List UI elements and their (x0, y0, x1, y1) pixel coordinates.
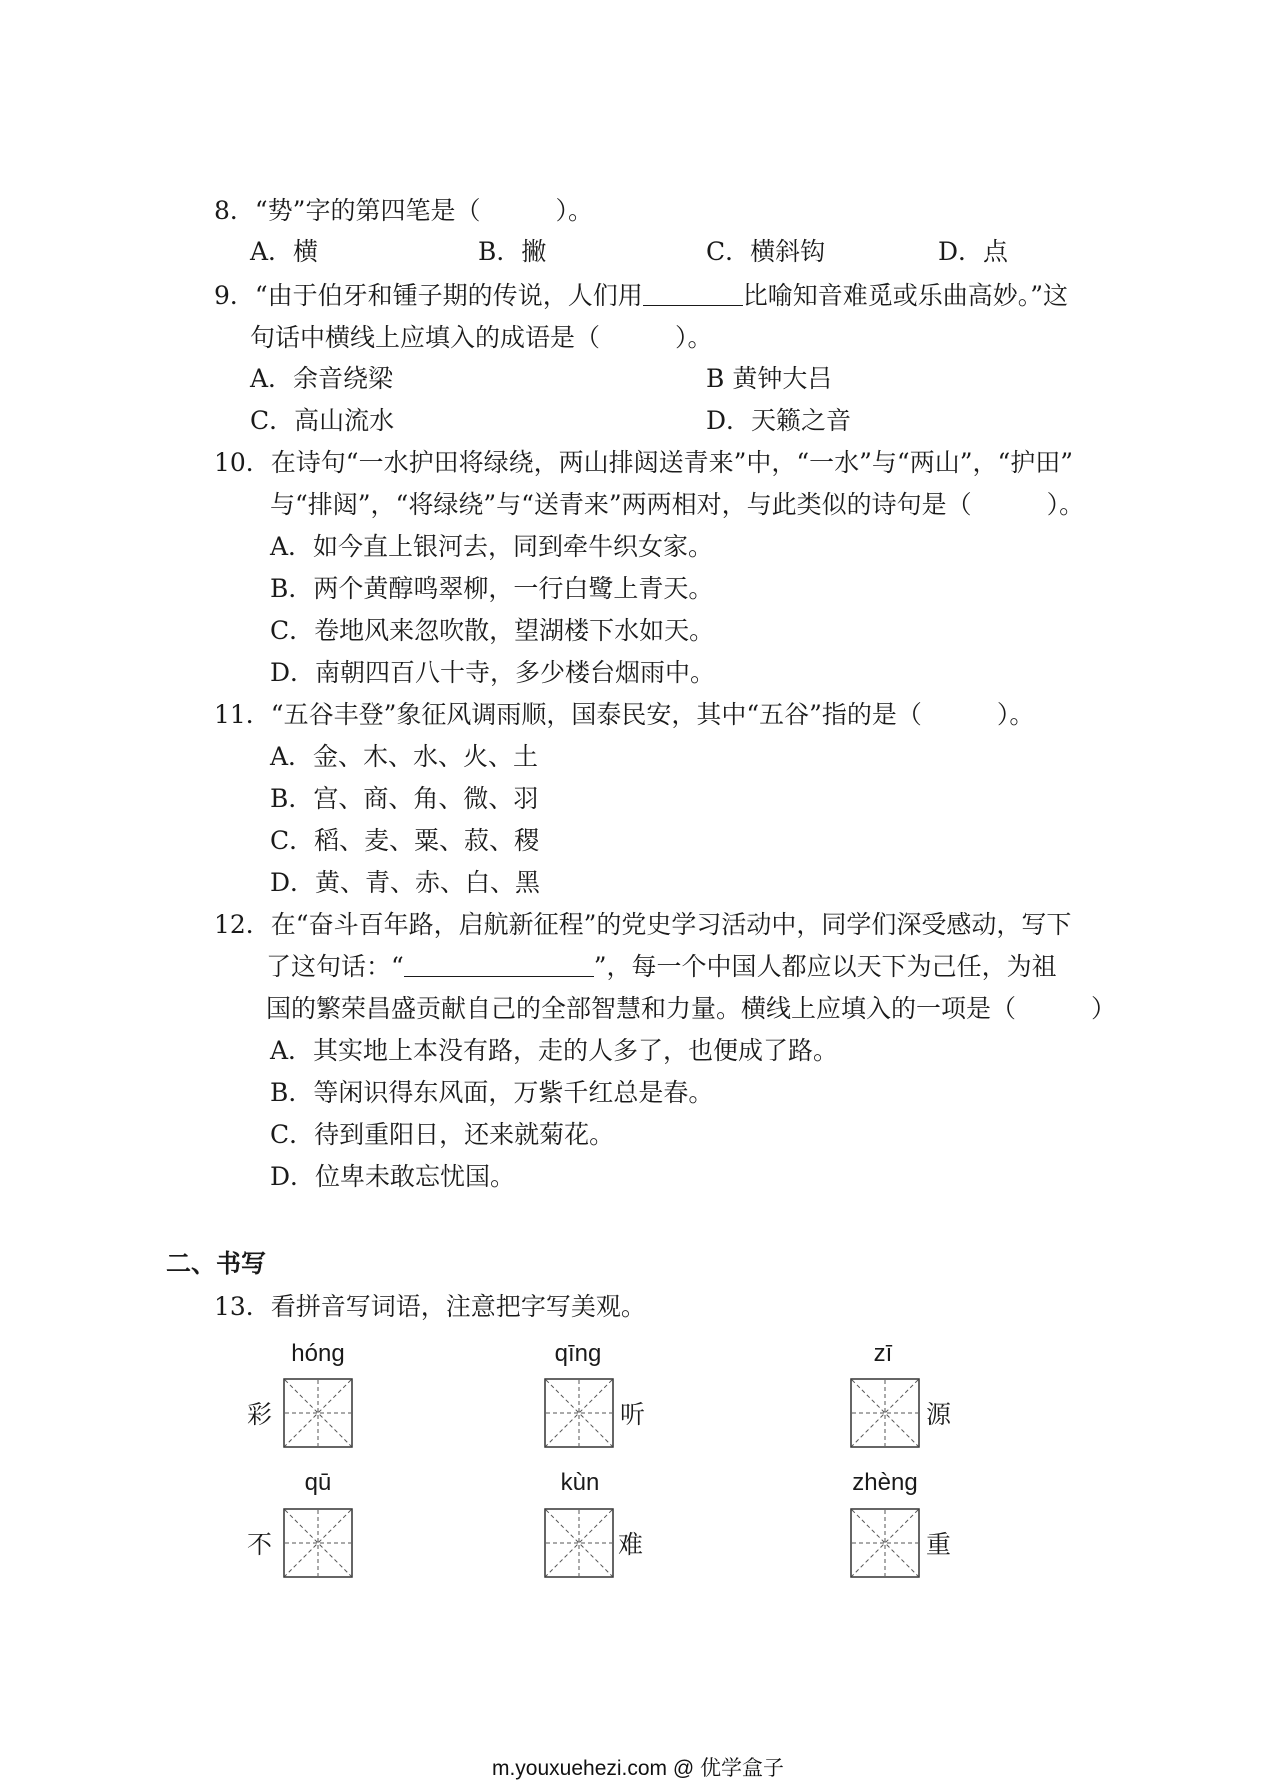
given-char-yuan: 源 (926, 1400, 952, 1429)
q9-option-c: C．高山流水 (250, 406, 395, 435)
q12-fill-blank (404, 952, 594, 977)
q8-option-d: D．点 (938, 237, 1009, 266)
section-heading-writing: 二、书写 (166, 1249, 267, 1278)
q8-option-a: A．横 (250, 237, 319, 266)
pinyin-zi: zī (873, 1340, 893, 1367)
question-9-line-1 (214, 279, 1068, 313)
q10-option-a: A．如今直上银河去，同到牵牛织女家。 (270, 532, 714, 561)
question-12-line-3: 国的繁荣昌盛贡献自己的全部智慧和力量。横线上应填入的一项是（ ） (266, 994, 1117, 1023)
given-char-ting: 听 (620, 1400, 646, 1429)
q9-option-d: D．天籁之音 (706, 406, 852, 435)
question-13-stem: 13．看拼音写词语，注意把字写美观。 (214, 1292, 646, 1321)
q12-option-d: D．位卑未敢忘忧国。 (270, 1162, 516, 1191)
q9-fill-blank (643, 281, 743, 306)
q9-option-b: B 黄钟大吕 (706, 364, 833, 393)
writing-grid-box[interactable] (850, 1508, 920, 1578)
pinyin-zheng: zhèng (852, 1469, 918, 1496)
q11-option-d: D．黄、青、赤、白、黑 (270, 868, 541, 897)
given-char-bu: 不 (247, 1530, 273, 1559)
question-10-line-1: 10．在诗句“一水护田将绿绕，两山排闼送青来”中，“一水”与“两山”，“护田” (214, 448, 1074, 477)
question-8-stem: 8．“势”字的第四笔是（ ）。 (214, 196, 593, 225)
q9-option-a: A．余音绕梁 (250, 364, 394, 393)
q8-option-c: C．横斜钩 (706, 237, 826, 266)
given-char-cai: 彩 (247, 1400, 273, 1429)
q12-option-a: A．其实地上本没有路，走的人多了，也便成了路。 (270, 1036, 839, 1065)
q12-option-c: C．待到重阳日，还来就菊花。 (270, 1120, 615, 1149)
question-9-line-2: 句话中横线上应填入的成语是（ ）。 (250, 323, 713, 352)
footer-watermark: m.youxuehezi.com @ 优学盒子 (491, 1757, 785, 1780)
q8-option-b: B．撇 (478, 237, 547, 266)
q12-option-b: B．等闲识得东风面，万紫千红总是春。 (270, 1078, 714, 1107)
given-char-zhong: 重 (926, 1530, 952, 1559)
writing-grid-box[interactable] (283, 1508, 353, 1578)
writing-grid-box[interactable] (850, 1378, 920, 1448)
q9-text-part-1: 9．“由于伯牙和锺子期的传说，人们用 (214, 281, 643, 310)
q12-text-part-1: 了这句话：“ (266, 952, 404, 981)
given-char-nan: 难 (618, 1530, 644, 1559)
q11-option-c: C．稻、麦、粟、菽、稷 (270, 826, 540, 855)
writing-grid-box[interactable] (544, 1508, 614, 1578)
pinyin-kun: kùn (560, 1469, 600, 1496)
q10-option-b: B．两个黄醇鸣翠柳，一行白鹭上青天。 (270, 574, 714, 603)
pinyin-qing: qīng (554, 1340, 602, 1367)
q11-option-b: B．宫、商、角、微、羽 (270, 784, 539, 813)
q10-option-d: D．南朝四百八十寺，多少楼台烟雨中。 (270, 658, 716, 687)
question-12-line-1: 12．在“奋斗百年路，启航新征程”的党史学习活动中，同学们深受感动，写下 (214, 910, 1072, 939)
question-12-line-2 (266, 950, 1057, 984)
q11-option-a: A．金、木、水、火、土 (270, 742, 539, 771)
question-10-line-2: 与“排闼”，“将绿绕”与“送青来”两两相对，与此类似的诗句是（ ）。 (270, 490, 1085, 519)
writing-grid-box[interactable] (283, 1378, 353, 1448)
q9-text-part-2: 比喻知音难觅或乐曲高妙。”这 (742, 281, 1068, 310)
pinyin-qu: qū (304, 1469, 332, 1496)
q12-text-part-2: ”，每一个中国人都应以天下为己任，为祖 (593, 952, 1057, 981)
pinyin-hong: hóng (291, 1340, 345, 1367)
question-11-stem: 11．“五谷丰登”象征风调雨顺，国泰民安，其中“五谷”指的是（ ）。 (214, 700, 1035, 729)
writing-grid-box[interactable] (544, 1378, 614, 1448)
q10-option-c: C．卷地风来忽吹散，望湖楼下水如天。 (270, 616, 715, 645)
